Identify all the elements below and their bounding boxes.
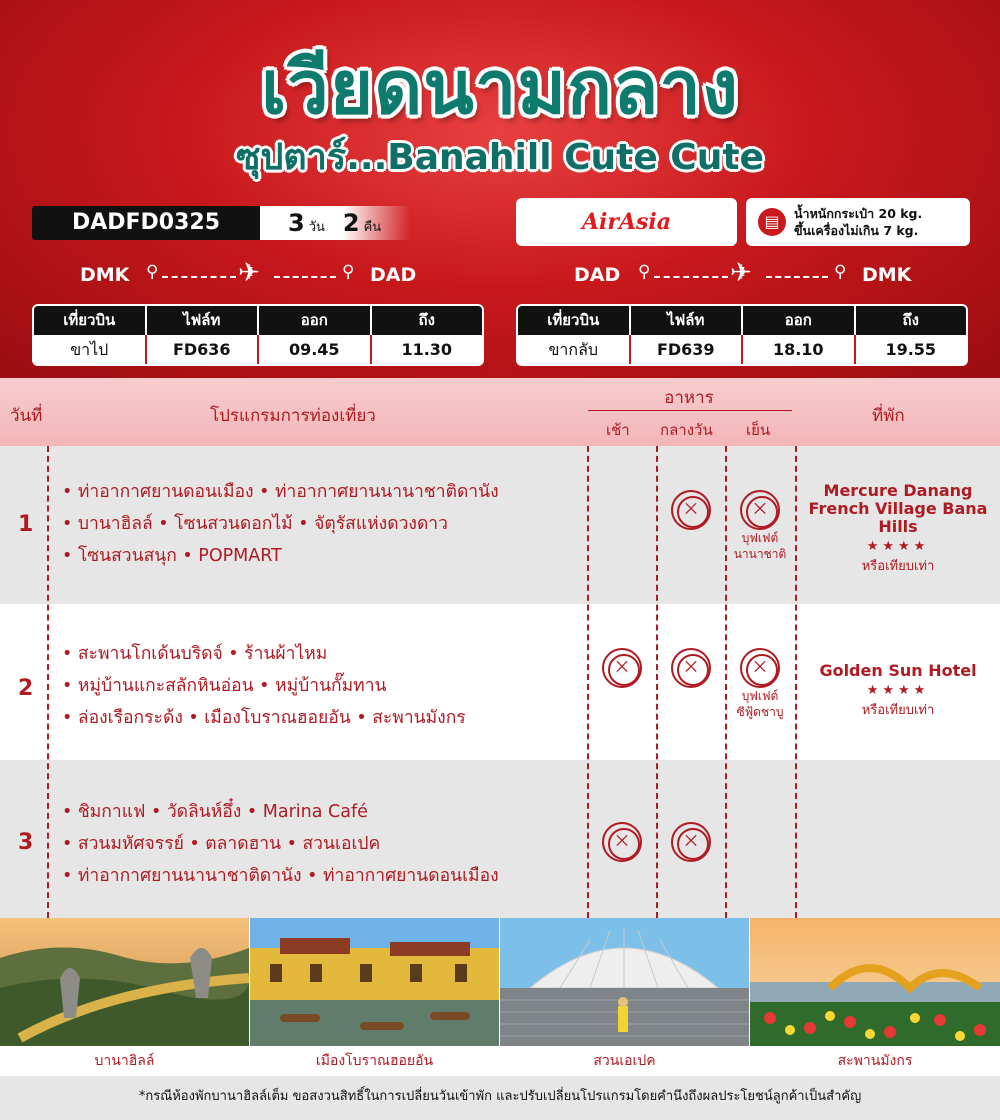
program-column-header: โปรแกรมการท่องเที่ยว [210, 406, 376, 426]
inbound-to: DMK [862, 264, 912, 286]
column-divider [47, 446, 49, 918]
inbound-flight-table [516, 304, 968, 366]
dragon-bridge-image [750, 918, 1000, 1046]
baggage-line-1: น้ำหนักกระเป๋า 20 kg. [794, 206, 923, 221]
tour-code: DADFD0325 [32, 206, 260, 240]
breakfast-header: เช้า [606, 421, 630, 439]
hotel-name: Golden Sun Hotel [819, 661, 977, 680]
airline-logo: AirAsia [516, 198, 737, 246]
flight-table-header [34, 306, 482, 335]
route-dash [654, 276, 728, 278]
hotel-stars: ★★★★ [866, 683, 930, 698]
program-line: • ชิมกาแฟ • วัดลินห์อึ๋ง • Marina Café [62, 802, 368, 822]
dinner-meal-icon [740, 648, 780, 688]
day-column-header: วันที่ [10, 406, 43, 426]
page-subtitle: ซุปตาร์...Banahill Cute Cute [236, 137, 764, 178]
lunch-meal-icon [671, 822, 711, 862]
hotel-stars: ★★★★ [866, 539, 930, 554]
flight-header-cell: ออก [743, 306, 856, 335]
header-banner [0, 0, 1000, 378]
flight-cell: ขากลับ [518, 335, 631, 364]
hotel-column-header: ที่พัก [872, 406, 905, 426]
program-line: • โซนสวนสนุก • POPMART [62, 546, 282, 566]
dinner-header: เย็น [746, 421, 771, 439]
outbound-flight-table [32, 304, 484, 366]
inbound-route [574, 258, 914, 290]
day-program [62, 638, 466, 734]
flight-table-row [518, 335, 966, 364]
column-divider [725, 446, 727, 918]
photo-dragon-bridge [750, 918, 1000, 1046]
page-title: เวียดนามกลาง [260, 45, 740, 131]
day-row-2 [0, 604, 1000, 760]
route-dash [162, 276, 236, 278]
tour-duration [260, 206, 410, 240]
program-line: • สวนมหัศจรรย์ • ตลาดฮาน • สวนเอเปค [62, 834, 381, 854]
photo-caption: สวนเอเปค [500, 1046, 749, 1076]
photo-banahill [0, 918, 249, 1046]
hotel-info [800, 482, 996, 576]
days-count: 3 [288, 209, 305, 237]
hotel-or-equivalent: หรือเทียบเท่า [861, 559, 935, 574]
flight-cell: 11.30 [401, 340, 453, 359]
flight-header-cell: ไฟล์ท [631, 306, 744, 335]
plane-icon: ✈ [238, 258, 260, 288]
day-number: 1 [18, 512, 34, 537]
photo-apec-park [500, 918, 749, 1046]
breakfast-meal-icon [602, 822, 642, 862]
day-row-3 [0, 760, 1000, 918]
hotel-name: Mercure Danang French Village Bana Hills [808, 481, 988, 536]
day-row-1 [0, 446, 1000, 604]
days-unit: วัน [308, 220, 325, 235]
flight-header-cell: ถึง [418, 311, 435, 329]
program-line: • สะพานโกเด้นบริดจ์ • ร้านผ้าไหม [62, 644, 328, 664]
baggage-info [746, 198, 970, 246]
lunch-header: กลางวัน [660, 421, 713, 439]
route-dash [766, 276, 828, 278]
photo-caption: เมืองโบราณฮอยอัน [250, 1046, 499, 1076]
flight-cell: FD639 [631, 335, 744, 364]
flight-header-cell: เที่ยวบิน [518, 306, 631, 335]
route-dash [274, 276, 336, 278]
photo-caption: สะพานมังกร [750, 1046, 1000, 1076]
location-pin-icon: ⚲ [638, 262, 651, 282]
dinner-note: บุฟเฟต์ ซีฟู้ดชาบู [736, 689, 784, 719]
flight-cell: ขาไป [34, 335, 147, 364]
luggage-icon: ▤ [758, 208, 786, 236]
flight-header-cell: เที่ยวบิน [34, 306, 147, 335]
breakfast-meal-icon [602, 648, 642, 688]
day-program [62, 476, 499, 572]
flight-cell: 19.55 [885, 340, 937, 359]
flight-header-cell: ออก [259, 306, 372, 335]
flight-cell: 18.10 [743, 335, 856, 364]
program-line: • ท่าอากาศยานนานาชาติดานัง • ท่าอากาศยานดอนเมือง [62, 866, 499, 886]
flight-header-cell: ถึง [902, 311, 919, 329]
flight-header-cell: ไฟล์ท [147, 306, 260, 335]
location-pin-icon: ⚲ [834, 262, 847, 282]
lunch-meal-icon [671, 648, 711, 688]
apec-park-image [500, 918, 749, 1046]
golden-bridge-image [0, 918, 249, 1046]
outbound-to: DAD [370, 264, 417, 286]
flight-cell: 09.45 [259, 335, 372, 364]
nights-unit: คืน [363, 220, 382, 235]
photo-hoian [250, 918, 499, 1046]
baggage-line-2: ขึ้นเครื่องไม่เกิน 7 kg. [794, 223, 919, 238]
program-line: • ล่องเรือกระด้ง • เมืองโบราณฮอยอัน • สะพานมังกร [62, 708, 466, 728]
itinerary-header [0, 378, 1000, 446]
hotel-info [800, 662, 996, 720]
plane-icon: ✈ [730, 258, 752, 288]
day-number: 2 [18, 676, 34, 701]
column-divider [656, 446, 658, 918]
lunch-meal-icon [671, 490, 711, 530]
column-divider [587, 446, 589, 918]
dinner-meal-icon [740, 490, 780, 530]
location-pin-icon: ⚲ [146, 262, 159, 282]
outbound-from: DMK [80, 264, 130, 286]
location-pin-icon: ⚲ [342, 262, 355, 282]
day-number: 3 [18, 830, 34, 855]
day-program [62, 796, 499, 892]
hoian-old-town-image [250, 918, 499, 1046]
flight-table-header [518, 306, 966, 335]
dinner-note: บุฟเฟต์ นานาชาติ [733, 531, 787, 561]
program-line: • ท่าอากาศยานดอนเมือง • ท่าอากาศยานนานาชาติดานัง [62, 482, 499, 502]
outbound-route [80, 258, 420, 290]
flight-table-row [34, 335, 482, 364]
hotel-or-equivalent: หรือเทียบเท่า [861, 703, 935, 718]
footnote: *กรณีห้องพักบานาฮิลล์เต็ม ขอสงวนสิทธิ์ในการเปลี่ยนวันเข้าพัก และปรับเปลี่ยนโปรแกรมโดยคำนึงถึงผลประโยชน์ลูกค้าเป็นสำคัญ [138, 1089, 862, 1104]
photo-caption: บานาฮิลล์ [0, 1046, 249, 1076]
program-line: • บานาฮิลล์ • โซนสวนดอกไม้ • จัตุรัสแห่งดวงดาว [62, 514, 448, 534]
column-divider [795, 446, 797, 918]
nights-count: 2 [342, 209, 360, 237]
flight-cell: FD636 [147, 335, 260, 364]
meals-column-header: อาหาร [664, 388, 714, 408]
meals-divider [588, 410, 792, 411]
program-line: • หมู่บ้านแกะสลักหินอ่อน • หมู่บ้านกั๊มทาน [62, 676, 387, 696]
inbound-from: DAD [574, 264, 621, 286]
